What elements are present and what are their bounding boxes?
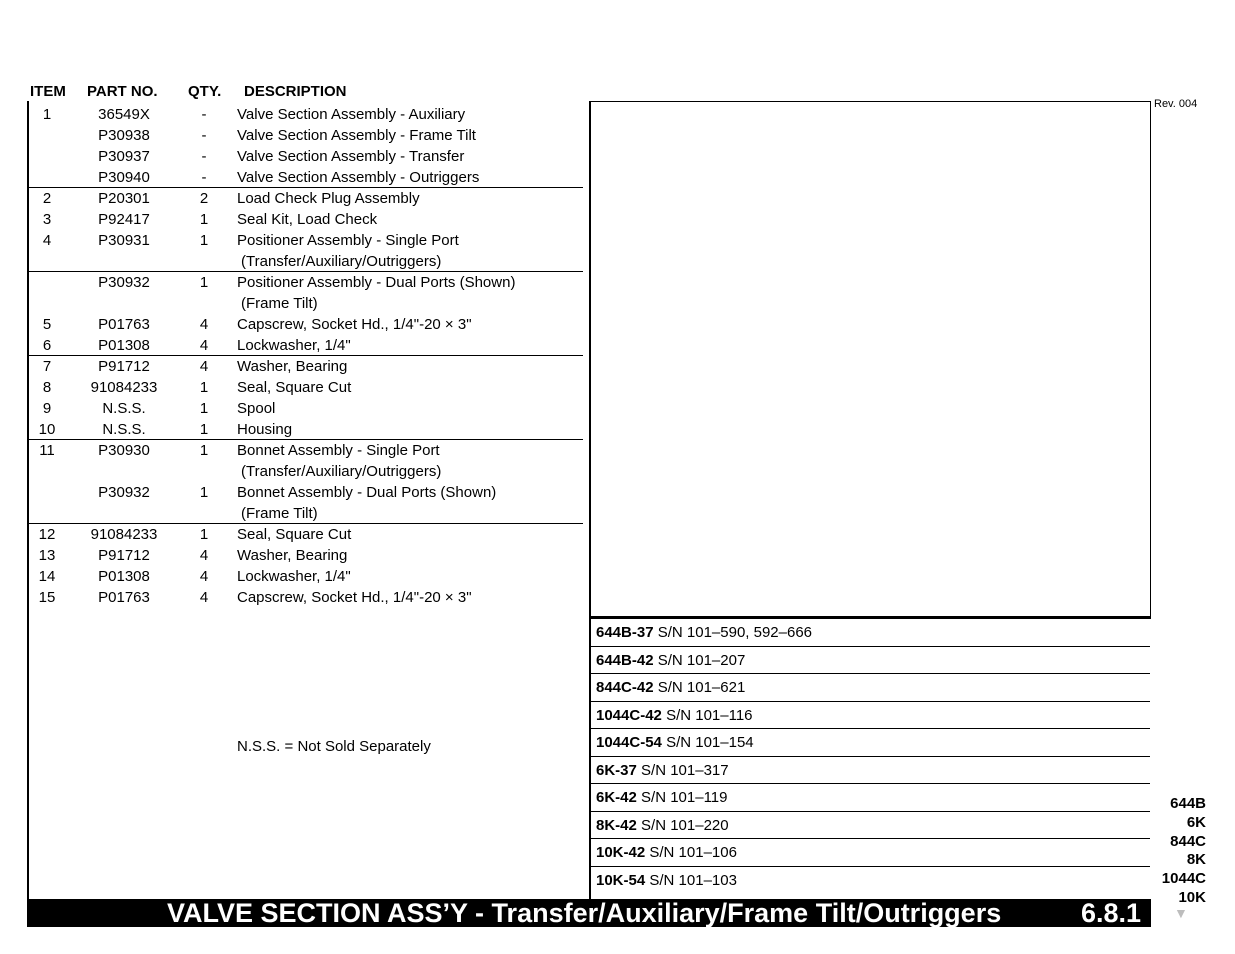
table-row <box>29 167 583 188</box>
qty-cell: 4 <box>199 568 209 585</box>
item-cell: 6 <box>42 337 52 354</box>
qty-cell: 4 <box>199 316 209 333</box>
qty-cell: 1 <box>199 400 209 417</box>
part-number-cell: P30932 <box>98 484 150 501</box>
serial-row <box>590 812 1150 840</box>
model-name: 8K-42 <box>596 816 637 834</box>
table-row <box>29 271 583 293</box>
qty-cell: - <box>201 169 207 186</box>
item-cell: 11 <box>39 442 55 459</box>
item-cell: 5 <box>42 316 52 333</box>
part-number-cell: P30930 <box>98 442 150 459</box>
header-description: DESCRIPTION <box>244 83 347 100</box>
description-cell: Valve Section Assembly - Frame Tilt <box>237 127 476 144</box>
serial-range: S/N 101–106 <box>649 844 737 861</box>
model-label: 844C <box>1170 832 1206 850</box>
description-cell: (Transfer/Auxiliary/Outriggers) <box>241 253 442 270</box>
item-cell: 4 <box>42 232 52 249</box>
qty-cell: 2 <box>199 190 209 207</box>
qty-cell: 1 <box>199 484 209 501</box>
description-cell: Seal, Square Cut <box>237 379 352 396</box>
qty-cell: 4 <box>199 358 209 375</box>
title-bar <box>27 899 1151 927</box>
serial-row <box>590 619 1150 647</box>
part-number-cell: P01308 <box>98 568 150 585</box>
serial-row <box>590 839 1150 867</box>
item-cell: 7 <box>42 358 52 375</box>
revision-label: Rev. 004 <box>1154 98 1198 110</box>
part-number-cell: P30932 <box>98 274 150 291</box>
part-number-cell: N.S.S. <box>102 400 146 417</box>
model-name: 644B-42 <box>596 651 654 669</box>
table-row <box>29 439 583 461</box>
description-cell: (Transfer/Auxiliary/Outriggers) <box>241 463 442 480</box>
description-cell: Washer, Bearing <box>237 358 348 375</box>
table-row <box>29 461 583 482</box>
next-page-arrow-icon[interactable]: ▼ <box>1174 905 1188 921</box>
table-row <box>29 566 583 587</box>
table-row <box>29 503 583 524</box>
table-row <box>29 335 583 356</box>
part-number-cell: P30937 <box>98 148 150 165</box>
item-cell: 2 <box>42 190 52 207</box>
part-number-cell: 91084233 <box>90 379 158 396</box>
part-number-cell: 36549X <box>98 106 150 123</box>
description-cell: Washer, Bearing <box>237 547 348 564</box>
item-cell: 8 <box>42 379 52 396</box>
serial-range: S/N 101–207 <box>657 651 746 669</box>
item-cell: 9 <box>42 400 52 417</box>
model-list <box>1150 795 1206 908</box>
model-name: 6K-42 <box>596 789 637 806</box>
table-row <box>29 125 583 146</box>
model-label: 6K <box>1186 813 1206 831</box>
description-cell: Seal Kit, Load Check <box>237 211 378 228</box>
qty-cell: - <box>201 127 207 144</box>
table-row <box>29 209 583 230</box>
table-row <box>29 314 583 335</box>
serial-row <box>590 757 1150 785</box>
qty-cell: - <box>201 106 207 123</box>
qty-cell: 4 <box>199 547 209 564</box>
table-row <box>29 419 583 440</box>
part-number-cell: P20301 <box>98 190 150 207</box>
model-name: 10K-42 <box>596 844 646 861</box>
description-cell: Bonnet Assembly - Single Port <box>237 442 440 459</box>
description-cell: Valve Section Assembly - Transfer <box>237 148 465 165</box>
table-row <box>29 587 583 608</box>
model-label: 8K <box>1186 851 1206 869</box>
item-cell: 1 <box>42 106 52 123</box>
model-name: 1044C-42 <box>596 706 662 724</box>
item-cell: 15 <box>38 589 56 606</box>
table-row <box>29 230 583 251</box>
parts-table <box>29 104 583 608</box>
model-name: 644B-37 <box>596 624 654 641</box>
qty-cell: 4 <box>199 589 209 606</box>
illustration-top-border <box>590 101 1150 102</box>
table-row <box>29 377 583 398</box>
description-cell: Spool <box>237 400 276 417</box>
description-cell: Housing <box>237 421 293 438</box>
description-cell: Capscrew, Socket Hd., 1/4"-20 × 3" <box>237 589 472 606</box>
item-cell: 12 <box>38 526 56 543</box>
model-label: 10K <box>1178 888 1206 906</box>
part-number-cell: P91712 <box>98 547 150 564</box>
model-name: 844C-42 <box>596 679 654 696</box>
qty-cell: 1 <box>199 211 209 228</box>
model-name: 1044C-54 <box>596 734 662 751</box>
part-number-cell: P30938 <box>98 127 150 144</box>
serial-range: S/N 101–621 <box>657 679 746 696</box>
page-title: VALVE SECTION ASS’Y - Transfer/Auxiliary/Frame Tilt/Outriggers <box>167 898 1002 928</box>
table-row <box>29 146 583 167</box>
qty-cell: 1 <box>199 442 209 459</box>
header-part-no: PART NO. <box>87 83 158 100</box>
table-row <box>29 398 583 419</box>
model-name: 10K-54 <box>596 871 646 889</box>
serial-row <box>590 702 1150 730</box>
part-number-cell: P91712 <box>98 358 150 375</box>
header-item: ITEM <box>30 83 66 100</box>
part-number-cell: 91084233 <box>90 526 158 543</box>
table-row <box>29 251 583 272</box>
qty-cell: 1 <box>199 274 209 291</box>
section-number: 6.8.1 <box>1080 898 1141 928</box>
table-row <box>29 355 583 377</box>
item-cell: 10 <box>38 421 56 438</box>
serial-range: S/N 101–317 <box>641 761 729 779</box>
serial-range: S/N 101–154 <box>666 734 754 751</box>
table-row <box>29 187 583 209</box>
part-number-cell: P01763 <box>98 589 150 606</box>
header-qty: QTY. <box>188 83 222 100</box>
serial-row <box>590 674 1150 702</box>
serial-range: S/N 101–116 <box>666 706 753 724</box>
description-cell: Valve Section Assembly - Auxiliary <box>237 106 466 123</box>
serial-row <box>590 647 1150 675</box>
description-cell: Lockwasher, 1/4" <box>237 568 351 585</box>
description-cell: (Frame Tilt) <box>241 295 318 312</box>
part-number-cell: P01308 <box>98 337 150 354</box>
description-cell: Capscrew, Socket Hd., 1/4"-20 × 3" <box>237 316 472 333</box>
description-cell: (Frame Tilt) <box>241 505 318 522</box>
part-number-cell: P92417 <box>98 211 150 228</box>
item-cell: 14 <box>38 568 56 585</box>
qty-cell: 1 <box>199 421 209 438</box>
serial-row <box>590 729 1150 757</box>
description-cell: Load Check Plug Assembly <box>237 190 420 207</box>
model-name: 6K-37 <box>596 761 637 779</box>
qty-cell: 1 <box>199 379 209 396</box>
table-row <box>29 293 583 314</box>
qty-cell: 1 <box>199 526 209 543</box>
item-cell: 13 <box>38 547 56 564</box>
table-row <box>29 545 583 566</box>
description-cell: Seal, Square Cut <box>237 526 352 543</box>
model-label: 644B <box>1170 795 1206 812</box>
description-cell: Valve Section Assembly - Outriggers <box>237 169 480 186</box>
serial-range: S/N 101–220 <box>641 816 729 834</box>
description-cell: Positioner Assembly - Single Port <box>237 232 459 249</box>
serial-range: S/N 101–119 <box>641 789 728 806</box>
table-row <box>29 482 583 503</box>
serial-range: S/N 101–590, 592–666 <box>657 624 813 641</box>
description-cell: Positioner Assembly - Dual Ports (Shown) <box>237 274 516 291</box>
part-number-cell: P01763 <box>98 316 150 333</box>
serial-range: S/N 101–103 <box>649 871 737 889</box>
serial-number-list <box>590 619 1150 894</box>
serial-row <box>590 867 1150 895</box>
description-cell: Lockwasher, 1/4" <box>237 337 351 354</box>
part-number-cell: P30931 <box>98 232 150 249</box>
model-label: 1044C <box>1161 870 1206 888</box>
qty-cell: - <box>201 148 207 165</box>
qty-cell: 1 <box>199 232 209 249</box>
table-row <box>29 523 583 545</box>
qty-cell: 4 <box>199 337 209 354</box>
part-number-cell: P30940 <box>98 169 150 186</box>
nss-note: N.S.S. = Not Sold Separately <box>237 738 431 755</box>
serial-row <box>590 784 1150 812</box>
illustration-right-border <box>1150 101 1151 619</box>
item-cell: 3 <box>42 211 52 228</box>
table-row <box>29 104 583 125</box>
description-cell: Bonnet Assembly - Dual Ports (Shown) <box>237 484 497 501</box>
part-number-cell: N.S.S. <box>102 421 146 438</box>
